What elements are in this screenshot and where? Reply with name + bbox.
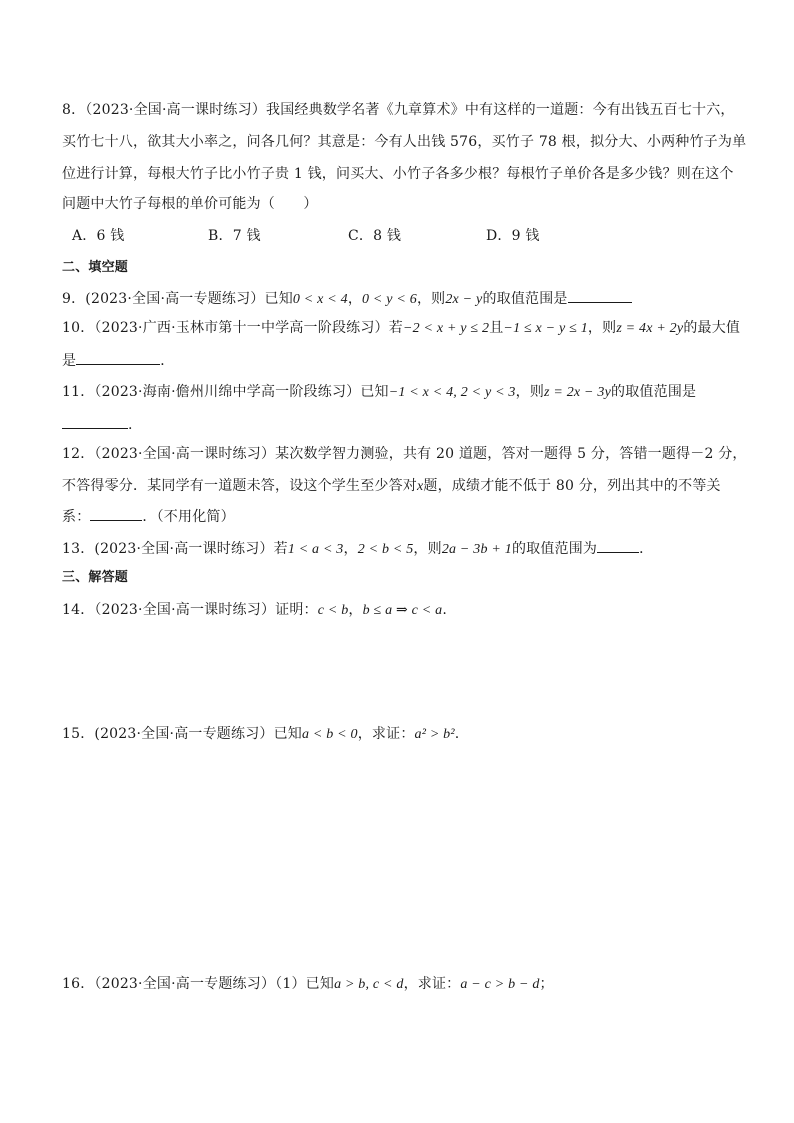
q15-math-2: a² > b² [414, 727, 455, 742]
q13-source: 13．(2023·全国·高一课时练习）若 [62, 541, 288, 557]
q16 [62, 974, 742, 995]
q12-line-2-post: 题，成绩才能不低于 80 分，列出其中的不等关 [423, 478, 721, 494]
q9-post: 的取值范围是 [482, 291, 568, 307]
q13-sep: ， [343, 541, 358, 557]
q15-source: 15．(2023·全国·高一专题练习）已知 [62, 726, 303, 742]
q15-mid: ，求证： [357, 726, 415, 742]
q9 [62, 288, 742, 310]
q10-source: 10．（2023·广西·玉林市第十一中学高一阶段练习）若 [62, 320, 403, 336]
q13-end: ． [639, 541, 654, 557]
q11-line-2 [62, 414, 742, 435]
q11-post: 的取值范围是 [611, 384, 697, 400]
q9-mid: ，则 [416, 291, 446, 307]
q16-math-1: a > b, c < d [334, 977, 404, 992]
q10-post: 的最大值 [683, 320, 741, 336]
q9-source: 9．(2023·全国·高一专题练习）已知 [62, 291, 293, 307]
q13-post: 的取值范围为 [511, 541, 598, 557]
section-fill-in-heading: 二、填空题 [62, 260, 129, 275]
q11-mid: ，则 [515, 384, 545, 400]
q9-math-3: 2x − y [445, 292, 483, 307]
q10-mid: ，则 [587, 320, 617, 336]
q12-line-2 [62, 476, 742, 497]
section-solution-heading: 三、解答题 [62, 570, 129, 585]
q8-line-3: 位进行计算，每根大竹子比小竹子贵 1 钱，问买大、小竹子各多少根？每根竹子单价各是多少钱？则在这个 [62, 166, 734, 182]
q14-end: . [442, 602, 447, 618]
q14-source: 14．（2023·全国·高一课时练习）证明： [62, 602, 318, 618]
q14-math-1: c < b [317, 603, 349, 618]
q12-line-1: 12．（2023·全国·高一课时练习）某次数学智力测验，共有 20 道题，答对一题得 5 分，答错一题得－2 分， [62, 446, 747, 462]
q12-answer-blank[interactable] [90, 506, 142, 521]
q10-math-3: z = 4x + 2y [616, 321, 684, 336]
q10-math-2: −1 ≤ x − y ≤ 1 [503, 321, 588, 336]
q13-math-2: 2 < b < 5 [357, 542, 414, 557]
q13-math-3: 2a − 3b + 1 [441, 542, 512, 557]
q10-line-2 [62, 350, 742, 371]
q10-answer-blank[interactable] [76, 350, 160, 365]
q14-math-2: b ≤ a ⇒ c < a [362, 603, 443, 618]
q12-line-3 [62, 506, 742, 527]
q16-end: ； [539, 976, 554, 992]
q13-math-1: 1 < a < 3 [287, 542, 344, 557]
q8-line-1: 8．（2023·全国·高一课时练习）我国经典数学名著《九章算术》中有这样的一道题：今有出钱五百七十六， [62, 102, 735, 118]
q8-option-a: A．6 钱 [72, 228, 125, 244]
q10-end: ． [160, 353, 175, 369]
q8-option-d: D．9 钱 [486, 228, 540, 244]
q12-line-3-pre: 系： [62, 509, 91, 525]
q8-line-4: 问题中大竹子每根的单价可能为（ ） [62, 196, 318, 212]
q11-line-1 [62, 382, 742, 403]
q13-mid: ，则 [413, 541, 442, 557]
q8-option-c: C．8 钱 [348, 228, 402, 244]
q15-math-1: a < b < 0 [302, 727, 358, 742]
q9-answer-blank[interactable] [568, 288, 632, 303]
q9-math-2: 0 < y < 6 [362, 292, 417, 307]
q14-sep: ， [348, 602, 363, 618]
q10-line-2-text: 是 [62, 353, 77, 369]
q16-source: 16．（2023·全国·高一专题练习）（1）已知 [62, 976, 335, 992]
q14 [62, 600, 742, 621]
q13-answer-blank[interactable] [597, 538, 639, 553]
q10-and: 且 [489, 320, 504, 336]
q12-variable: x [417, 479, 424, 494]
q11-end: . [128, 417, 133, 433]
q8-line-2: 买竹七十八，欲其大小率之，问各几何？其意是：今有人出钱 576，买竹子 78 根，拟分大、小两种竹子为单 [62, 134, 747, 150]
q15-end: . [454, 726, 460, 742]
q8-option-b: B．7 钱 [208, 228, 261, 244]
q12-line-2-pre: 不答得零分．某同学有一道题未答，设这个学生至少答对 [62, 478, 417, 494]
q10-line-1 [62, 318, 742, 339]
q11-math-2: z = 2x − 3y [544, 385, 612, 400]
q9-math-1: 0 < x < 4 [292, 292, 348, 307]
q10-math-1: −2 < x + y ≤ 2 [402, 321, 490, 336]
q16-math-2: a − c > b − d [460, 977, 540, 992]
q15 [62, 724, 742, 745]
q12-line-3-post: ．（不用化简） [142, 509, 235, 525]
q16-mid: ，求证： [403, 976, 461, 992]
q9-sep: ， [347, 291, 363, 307]
q13 [62, 538, 742, 560]
q11-math-1: −1 < x < 4, 2 < y < 3 [388, 385, 516, 400]
q11-answer-blank[interactable] [62, 414, 128, 429]
q11-source: 11．（2023·海南·儋州川绵中学高一阶段练习）已知 [62, 384, 389, 400]
